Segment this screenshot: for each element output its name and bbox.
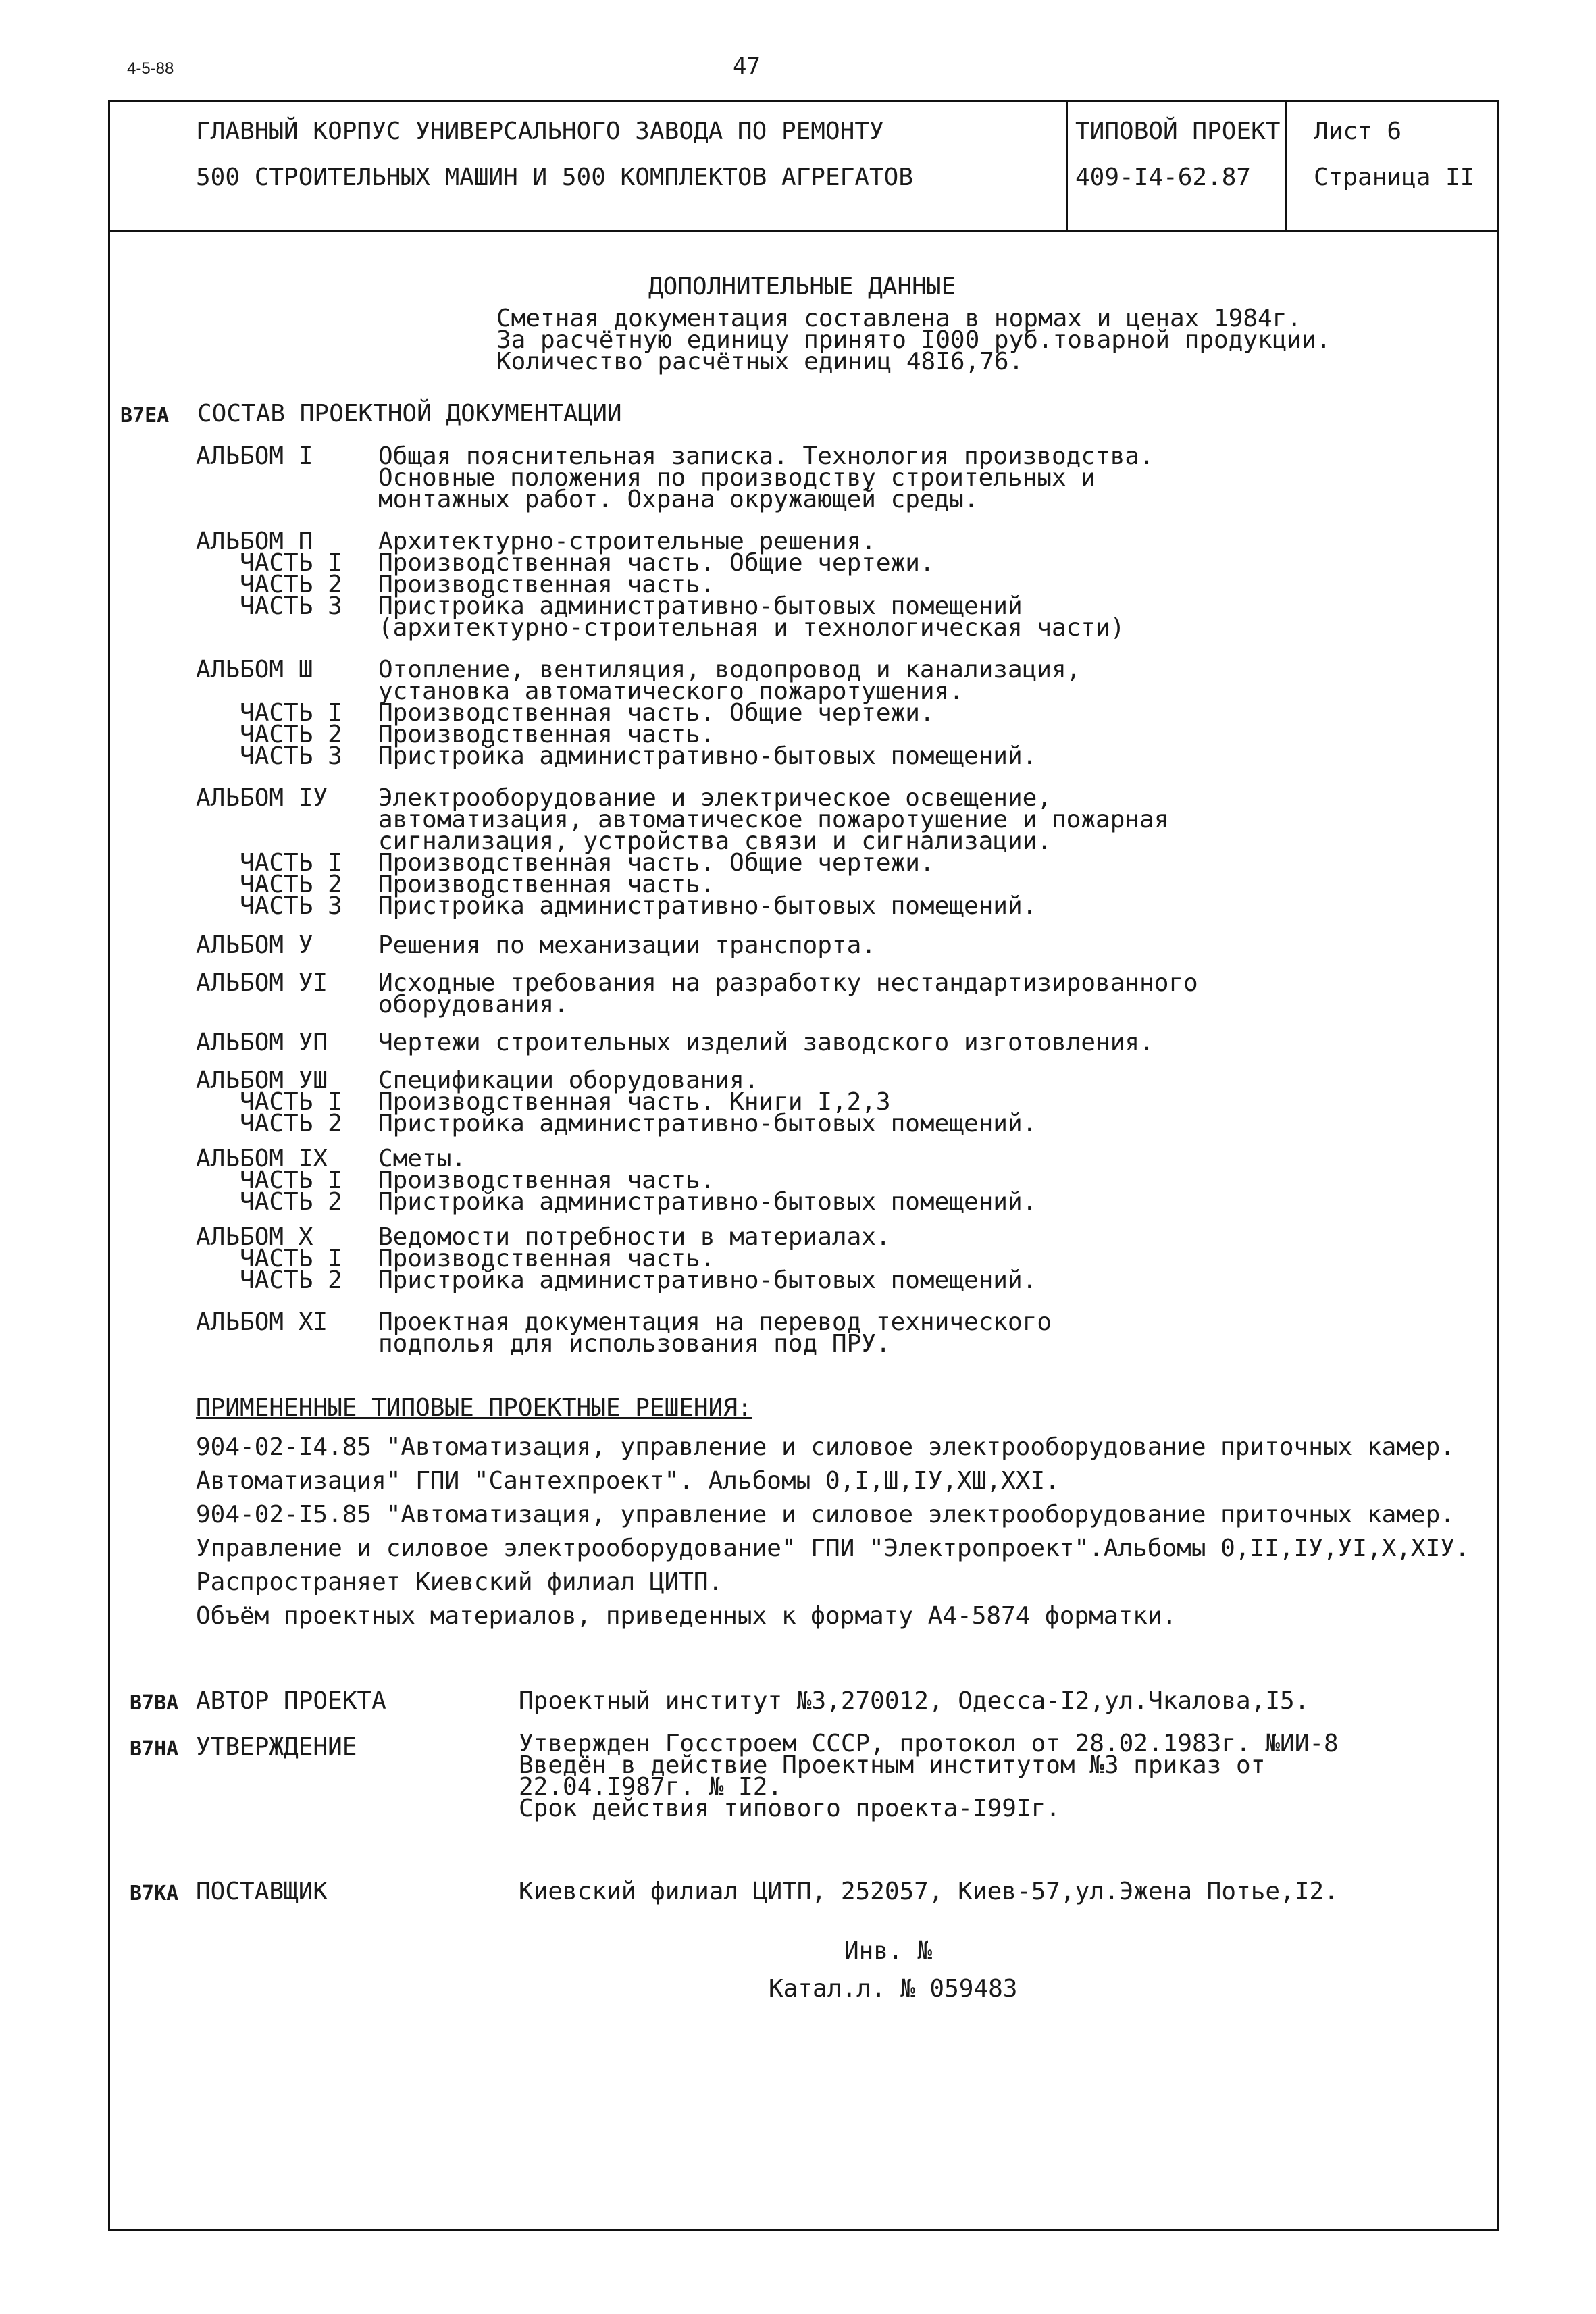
applied-line: Автоматизация" ГПИ "Сантехпроект". Альбомы 0,I,Ш,IУ,ХШ,XXI. xyxy=(196,1467,1060,1495)
album-label: ЧАСТЬ I xyxy=(196,549,342,577)
album-label: АЛЬБОМ Ш xyxy=(196,656,313,684)
document-code: 4-5-88 xyxy=(127,59,174,78)
album-text: Решения по механизации транспорта. xyxy=(378,931,876,959)
composition-tag: B7EA xyxy=(120,404,170,428)
album-label: ЧАСТЬ I xyxy=(196,1088,342,1116)
album-label: ЧАСТЬ 2 xyxy=(196,871,342,898)
album-text: установка автоматического пожаротушения. xyxy=(378,677,964,705)
album-text: монтажных работ. Охрана окружающей среды. xyxy=(378,486,979,513)
album-text: Производственная часть. Книги I,2,3 xyxy=(378,1088,891,1116)
album-label: ЧАСТЬ I xyxy=(196,849,342,877)
album-label: АЛЬБОМ УШ xyxy=(196,1066,328,1094)
album-text: Общая пояснительная записка. Технология производства. xyxy=(378,442,1154,470)
album-label: АЛЬБОМ УI xyxy=(196,969,328,997)
applied-line: Объём проектных материалов, приведенных к формату А4-5874 форматки. xyxy=(196,1602,1177,1630)
album-label: ЧАСТЬ 3 xyxy=(196,592,342,620)
album-text: Пристройка административно-бытовых помещений. xyxy=(378,1188,1037,1216)
album-text: Спецификации оборудования. xyxy=(378,1066,759,1094)
approval-line: 22.04.I987г. № I2. xyxy=(519,1773,783,1801)
album-label: ЧАСТЬ 2 xyxy=(196,1266,342,1294)
approval-line: Введён в действие Проектным институтом №3 приказ от xyxy=(519,1751,1266,1779)
album-text: подполья для использования под ПРУ. xyxy=(378,1330,891,1358)
title-block-divider xyxy=(108,230,1499,232)
supplier-tag: B7KA xyxy=(130,1882,179,1905)
additional-heading: ДОПОЛНИТЕЛЬНЫЕ ДАННЫЕ xyxy=(648,273,956,301)
album-label: ЧАСТЬ I xyxy=(196,699,342,727)
album-text: Производственная часть. Общие чертежи. xyxy=(378,849,935,877)
album-label: АЛЬБОМ XI xyxy=(196,1308,328,1336)
author-tag: B7BA xyxy=(130,1691,179,1715)
album-label: АЛЬБОМ П xyxy=(196,528,313,555)
title-block-rule-2 xyxy=(1285,100,1287,231)
album-text: Производственная часть. Общие чертежи. xyxy=(378,549,935,577)
album-text: Архитектурно-строительные решения. xyxy=(378,528,876,555)
album-label: АЛЬБОМ I xyxy=(196,442,313,470)
album-label: ЧАСТЬ 2 xyxy=(196,1188,342,1216)
album-label: ЧАСТЬ 2 xyxy=(196,571,342,598)
composition-heading: СОСТАВ ПРОЕКТНОЙ ДОКУМЕНТАЦИИ xyxy=(197,400,622,428)
album-text: Пристройка административно-бытовых помещений. xyxy=(378,1110,1037,1137)
album-label: ЧАСТЬ 2 xyxy=(196,1110,342,1137)
applied-heading: ПРИМЕНЕННЫЕ ТИПОВЫЕ ПРОЕКТНЫЕ РЕШЕНИЯ: xyxy=(196,1394,752,1422)
album-label: ЧАСТЬ I xyxy=(196,1245,342,1272)
album-text: оборудования. xyxy=(378,991,569,1019)
approval-line: Утвержден Госстроем СССР, протокол от 28.02.1983г. №ИИ-8 xyxy=(519,1730,1339,1757)
album-label: АЛЬБОМ IУ xyxy=(196,784,328,812)
approval-line: Срок действия типового проекта-I99Iг. xyxy=(519,1795,1060,1822)
inventory-number: Инв. № xyxy=(844,1937,933,1965)
page-number: 47 xyxy=(733,53,761,80)
applied-line: Управление и силовое электрооборудование" ГПИ "Электропроект".Альбомы 0,II,IУ,УI,X,XIУ. xyxy=(196,1535,1470,1562)
album-text: Проектная документация на перевод технического xyxy=(378,1308,1052,1336)
approval-lines xyxy=(519,1730,1339,1822)
album-label: АЛЬБОМ X xyxy=(196,1223,313,1251)
supplier-text: Киевский филиал ЦИТП, 252057, Киев-57,ул.Эжена Потье,I2. xyxy=(519,1878,1339,1905)
applied-line: 904-02-I5.85 "Автоматизация, управление и силовое электрооборудование приточных камер. xyxy=(196,1501,1455,1528)
album-text: (архитектурно-строительная и технологическая части) xyxy=(378,614,1125,642)
album-text: Основные положения по производству строительных и xyxy=(378,464,1096,492)
project-label: ТИПОВОЙ ПРОЕКТ xyxy=(1075,118,1281,145)
project-number: 409-I4-62.87 xyxy=(1075,163,1252,191)
album-text: Отопление, вентиляция, водопровод и канализация, xyxy=(378,656,1081,684)
album-label: ЧАСТЬ 3 xyxy=(196,892,342,920)
album-label: ЧАСТЬ I xyxy=(196,1166,342,1194)
album-text: Исходные требования на разработку нестандартизированного xyxy=(378,969,1198,997)
album-text: сигнализация, устройства связи и сигнализации. xyxy=(378,827,1052,855)
title-block-rule-1 xyxy=(1066,100,1068,231)
album-text: Производственная часть. Общие чертежи. xyxy=(378,699,935,727)
additional-line: Количество расчётных единиц 48I6,76. xyxy=(496,348,1024,376)
album-text: автоматизация, автоматическое пожаротушение и пожарная xyxy=(378,806,1169,833)
sheet-label: Лист 6 xyxy=(1314,118,1402,145)
album-text: Пристройка административно-бытовых помещений. xyxy=(378,1266,1037,1294)
supplier-label: ПОСТАВЩИК xyxy=(196,1878,328,1905)
album-label: АЛЬБОМ IX xyxy=(196,1145,328,1173)
title-line-1: ГЛАВНЫЙ КОРПУС УНИВЕРСАЛЬНОГО ЗАВОДА ПО РЕМОНТУ xyxy=(196,118,884,145)
album-text: Сметы. xyxy=(378,1145,467,1173)
album-text: Пристройка административно-бытовых помещений xyxy=(378,592,1023,620)
album-text: Пристройка административно-бытовых помещений. xyxy=(378,892,1037,920)
approval-tag: B7HA xyxy=(130,1737,179,1761)
album-text: Производственная часть. xyxy=(378,1166,715,1194)
album-label: АЛЬБОМ УП xyxy=(196,1029,328,1056)
additional-line: За расчётную единицу принято I000 руб.товарной продукции. xyxy=(496,326,1331,354)
applied-lines xyxy=(196,1431,1470,1633)
album-text: Пристройка административно-бытовых помещений. xyxy=(378,742,1037,770)
page-label: Страница II xyxy=(1314,163,1475,191)
additional-line: Сметная документация составлена в нормах и ценах 1984г. xyxy=(496,305,1302,332)
approval-label: УТВЕРЖДЕНИЕ xyxy=(196,1733,357,1761)
album-text: Ведомости потребности в материалах. xyxy=(378,1223,891,1251)
album-text: Производственная часть. xyxy=(378,1245,715,1272)
applied-line: 904-02-I4.85 "Автоматизация, управление и силовое электрооборудование приточных камер. xyxy=(196,1433,1455,1461)
author-label: АВТОР ПРОЕКТА xyxy=(196,1687,386,1715)
album-label: ЧАСТЬ 3 xyxy=(196,742,342,770)
album-label: АЛЬБОМ У xyxy=(196,931,313,959)
album-text: Производственная часть. xyxy=(378,721,715,748)
album-text: Производственная часть. xyxy=(378,871,715,898)
title-line-2: 500 СТРОИТЕЛЬНЫХ МАШИН И 500 КОМПЛЕКТОВ АГРЕГАТОВ xyxy=(196,163,914,191)
album-label: ЧАСТЬ 2 xyxy=(196,721,342,748)
album-text: Производственная часть. xyxy=(378,571,715,598)
author-text: Проектный институт №3,270012, Одесса-I2,ул.Чкалова,I5. xyxy=(519,1687,1310,1715)
additional-lines xyxy=(496,305,1331,376)
album-text: Электрооборудование и электрическое освещение, xyxy=(378,784,1052,812)
catalog-number: Катал.л. № 059483 xyxy=(769,1975,1018,2003)
album-text: Чертежи строительных изделий заводского изготовления. xyxy=(378,1029,1154,1056)
applied-line: Распространяет Киевский филиал ЦИТП. xyxy=(196,1568,723,1596)
